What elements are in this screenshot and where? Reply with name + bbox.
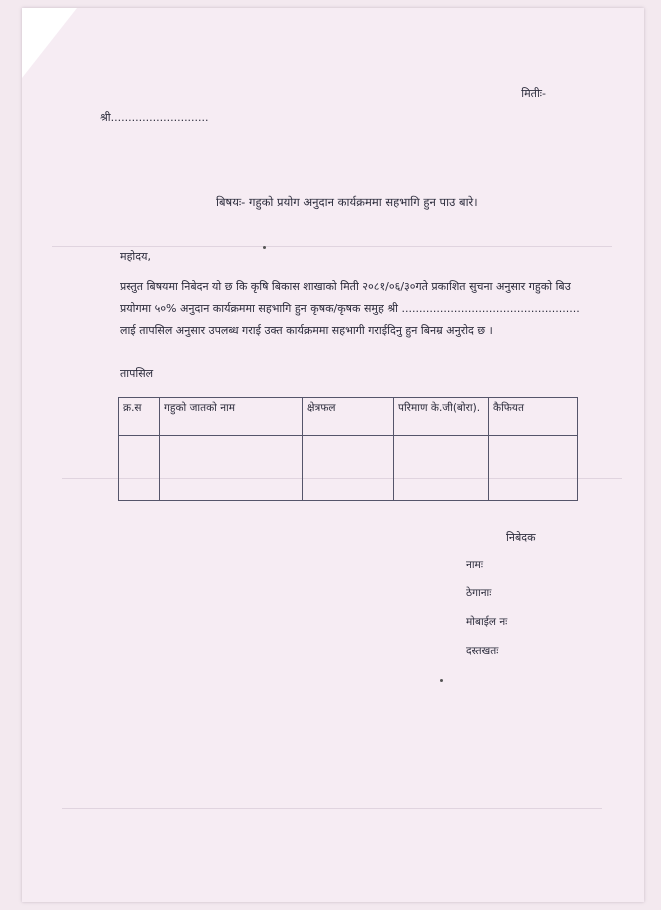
table-cell	[160, 436, 303, 501]
table-cell	[489, 436, 578, 501]
table-cell	[303, 436, 394, 501]
signature-label: दस्तखतः	[466, 645, 499, 657]
applicant-title: निबेदक	[506, 531, 536, 544]
ink-speck	[263, 246, 266, 249]
col-serial: क्र.स	[119, 398, 160, 436]
details-label: तापसिल	[120, 367, 154, 380]
name-label: नामः	[466, 559, 483, 571]
col-quantity: परिमाण के.जी(बोरा).	[394, 398, 489, 436]
table-row	[119, 436, 578, 501]
col-area: क्षेत्रफल	[303, 398, 394, 436]
table-header-row	[119, 398, 578, 436]
bleed-through-line	[52, 246, 612, 247]
mobile-label: मोबाईल नः	[466, 616, 508, 628]
col-remarks: कैफियत	[489, 398, 578, 436]
col-variety: गहुको जातको नाम	[160, 398, 303, 436]
table-cell	[394, 436, 489, 501]
details-table	[118, 397, 578, 501]
ink-speck	[440, 679, 443, 682]
recipient-line: श्री............................	[100, 111, 209, 124]
address-label: ठेगानाः	[466, 587, 492, 599]
table-cell	[119, 436, 160, 501]
letter-body: प्रस्तुत बिषयमा निबेदन यो छ कि कृषि बिकास शाखाको मिती २०८१/०६/३०गते प्रकाशित सुचना अनुसार गहुको बिउ प्रयोगमा ५०% अनुदान कार्यक्रममा सहभागि हुन कृषक/कृषक समुह श्री ................................................... लाई तापसिल अनुसार उपलब्ध गराई उक्त कार्यक्रममा सहभागी गराईदिनु हुन बिनम्र अनुरोद छ ।	[120, 280, 580, 337]
bleed-through-line	[62, 808, 602, 809]
subject-line: बिषयः- गहुको प्रयोग अनुदान कार्यक्रममा सहभागि हुन पाउ बारे।	[216, 195, 478, 209]
folded-corner	[22, 8, 77, 78]
date-label: मितीः-	[521, 87, 546, 100]
salutation: महोदय,	[120, 250, 151, 263]
